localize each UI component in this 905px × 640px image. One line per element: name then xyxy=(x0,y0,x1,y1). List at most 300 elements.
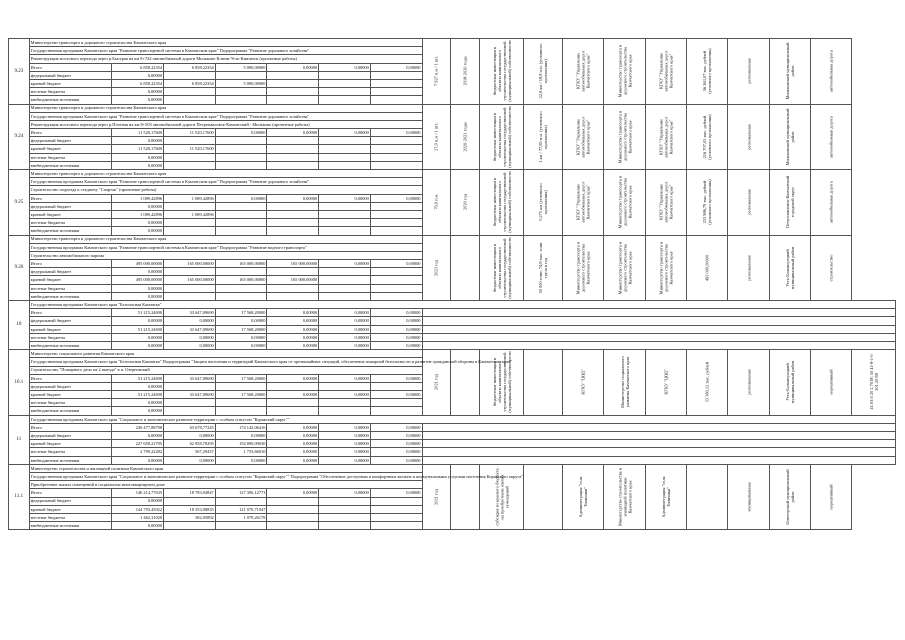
funding-source-label: внебюджетные источники xyxy=(29,227,112,235)
funding-value xyxy=(319,145,371,153)
funding-value: 1 089,42896 xyxy=(112,194,164,202)
attribute-cell xyxy=(422,39,451,105)
funding-value xyxy=(215,219,267,227)
funding-value: 11 520,17600 xyxy=(112,145,164,153)
funding-value: 0,00000 xyxy=(319,440,371,448)
funding-value: 0,00000 xyxy=(215,456,267,464)
attribute-text: КГКУ "Управление автомобильных дорог Камчатского края" xyxy=(575,50,591,92)
block-header-row xyxy=(9,170,896,178)
funding-value xyxy=(267,497,319,505)
funding-value xyxy=(319,382,371,390)
attribute-text: КГКУ "Управление автомобильных дорог Камчатского края" xyxy=(575,116,591,158)
attribute-cell xyxy=(604,350,645,416)
empty-cell xyxy=(422,440,895,448)
funding-value: 0,00000 xyxy=(319,333,371,341)
block-index: 11.1 xyxy=(9,464,30,530)
funding-value: 6 858,22354 xyxy=(112,79,164,87)
block-index: 10.1 xyxy=(9,350,30,416)
funding-value: 0,00000 xyxy=(267,325,319,333)
funding-value: 0,00000 xyxy=(112,432,164,440)
block-header: Строительство автомобильного парома xyxy=(29,251,422,259)
funding-value: 0,00000 xyxy=(215,194,267,202)
attribute-text: региональная xyxy=(746,369,752,396)
block-header-row xyxy=(9,350,896,358)
funding-value: 495 000,00000 xyxy=(112,276,164,284)
funding-value: 0,00000 xyxy=(319,194,371,202)
funding-value xyxy=(319,268,371,276)
attribute-cell xyxy=(769,235,810,301)
funding-value xyxy=(215,292,267,300)
attribute-text: Мильковский муниципальный район xyxy=(784,42,795,100)
funding-value xyxy=(370,96,422,104)
funding-value: 0,00000 xyxy=(112,268,164,276)
funding-value: 0,00000 xyxy=(112,202,164,210)
funding-value xyxy=(319,137,371,145)
funding-value xyxy=(319,71,371,79)
block-header: Министерство транспорта и дорожного строительства Камчатского края xyxy=(29,39,422,47)
funding-value xyxy=(267,71,319,79)
funding-value: 230 477,88798 xyxy=(112,423,164,431)
funding-value: 0,00000 xyxy=(267,63,319,71)
funding-value: 0,00000 xyxy=(267,456,319,464)
funding-value: 0,00000 xyxy=(112,284,164,292)
block-header: Реконструкция мостового перехода через р.Плотная на км 8+503 автомобильной дороги Петропавловск-Камчатский - Мильково (проектные работы) xyxy=(29,120,422,128)
funding-value: 17 568,20000 xyxy=(215,309,267,317)
empty-cell xyxy=(422,325,895,333)
attribute-cell xyxy=(687,235,728,301)
funding-value xyxy=(164,407,216,415)
funding-source-label: местные бюджеты xyxy=(29,88,112,96)
attribute-cell xyxy=(728,464,769,530)
funding-value: 0,00000 xyxy=(215,129,267,137)
funding-value xyxy=(370,145,422,153)
funding-value: 0,00000 xyxy=(112,456,164,464)
funding-source-label: Итого xyxy=(29,194,112,202)
attribute-cell xyxy=(645,39,686,105)
funding-value xyxy=(370,227,422,235)
funding-value xyxy=(215,227,267,235)
empty-cell xyxy=(422,333,895,341)
attribute-cell xyxy=(480,235,523,301)
attribute-cell xyxy=(523,104,562,170)
funding-source-label: федеральный бюджет xyxy=(29,432,112,440)
funding-source-label: краевой бюджет xyxy=(29,440,112,448)
block-header: Государственная программа Камчатского края "Безопасная Камчатка" Подпрограмма "Защита населения и территорий Камчатского края от чрезвычайных ситуаций, обеспечение пожарной безопасности и развитие гражданской обороны в Камчатском крае" xyxy=(30,359,512,365)
attribute-cell xyxy=(604,39,645,105)
block-header-row xyxy=(9,301,896,309)
funding-value: 0,00000 xyxy=(267,374,319,382)
funding-row xyxy=(9,317,896,325)
funding-value xyxy=(319,292,371,300)
funding-value xyxy=(319,276,371,284)
block-header: Министерство транспорта и дорожного строительства Камчатского края xyxy=(29,235,422,243)
funding-value: 0,00000 xyxy=(112,399,164,407)
funding-source-label: внебюджетные источники xyxy=(29,161,112,169)
funding-row xyxy=(9,309,896,317)
block-index: 11 xyxy=(9,415,30,464)
attribute-cell xyxy=(480,464,523,530)
funding-source-label: федеральный бюджет xyxy=(29,317,112,325)
block-header: Приобретение жилых помещений в социальном многоквартирном доме xyxy=(29,481,422,489)
block-header-row xyxy=(9,235,896,243)
funding-source-label: федеральный бюджет xyxy=(29,268,112,276)
funding-source-label: федеральный бюджет xyxy=(29,71,112,79)
funding-value: 165 000,00000 xyxy=(164,276,216,284)
funding-value xyxy=(319,497,371,505)
funding-value: 0,00000 xyxy=(370,129,422,137)
funding-value: 6 858,22354 xyxy=(164,79,216,87)
funding-source-label: внебюджетные источники xyxy=(29,522,112,530)
block-header: Строительство подъезда к стадиону "Спартак" (проектные работы) xyxy=(29,186,422,194)
attribute-text: Министерство социального развития Камчатского края xyxy=(619,356,630,409)
attribute-text: КГКУ "Управление автомобильных дорог Камчатского края" xyxy=(658,116,674,158)
block-header: Министерство транспорта и дорожного строительства Камчатского края xyxy=(29,104,422,112)
funding-value: 0,00000 xyxy=(215,317,267,325)
funding-value: 18 353,08835 xyxy=(164,505,216,513)
attribute-text: Усть-Большерецкий муниципальный район xyxy=(784,246,795,290)
block-header: Министерство социального развития Камчатского края xyxy=(29,350,422,358)
funding-value xyxy=(164,88,216,96)
funding-value: 165 000,00000 xyxy=(164,260,216,268)
block-index: 9.24 xyxy=(9,104,30,170)
funding-value xyxy=(215,522,267,530)
attribute-text: Администрация "села Тиличики" xyxy=(660,476,671,518)
attribute-cell xyxy=(480,104,523,170)
funding-value: 0,00000 xyxy=(112,153,164,161)
attribute-cell xyxy=(769,170,810,236)
attribute-cell xyxy=(769,350,810,416)
attribute-text: Министерство транспорта и дорожного строительства Камчатского края xyxy=(658,241,674,295)
funding-value: 0,00000 xyxy=(370,194,422,202)
attribute-text: 2021 год xyxy=(433,489,439,505)
funding-value xyxy=(319,407,371,415)
attribute-cell xyxy=(422,235,451,301)
funding-value xyxy=(370,276,422,284)
attribute-text: 56 263,07 тыс. рублей (условного протяжения) xyxy=(702,48,713,94)
funding-value xyxy=(267,513,319,521)
funding-value xyxy=(215,145,267,153)
block-header: Государственная программа Камчатского края "Социальное и экономическое развитие территории с особым статусом "Корякский округ"" xyxy=(29,415,895,423)
attribute-cell xyxy=(604,464,645,530)
funding-value: 1 089,42896 xyxy=(164,194,216,202)
attribute-text: Министерство транспорта и дорожного строительства Камчатского края xyxy=(617,44,633,98)
funding-value xyxy=(370,522,422,530)
attribute-cell xyxy=(728,104,769,170)
attribute-text: Усть-Большерецкий муниципальный район xyxy=(784,361,795,404)
funding-value xyxy=(370,284,422,292)
attribute-text: Министерство транспорта и дорожного строительства Камчатского края xyxy=(617,175,633,229)
funding-value: 174 143,06416 xyxy=(215,423,267,431)
funding-value xyxy=(319,96,371,104)
funding-source-label: внебюджетные источники xyxy=(29,456,112,464)
attribute-text: бюджетные инвестиции в объекты капитального строительства государственной (муниципальной) собственности xyxy=(491,106,512,168)
funding-row xyxy=(9,423,896,431)
funding-value: 0,00000 xyxy=(215,432,267,440)
funding-value xyxy=(267,161,319,169)
attribute-text: 7 927 п.м / 1 шт. xyxy=(433,56,439,87)
funding-value: 0,00000 xyxy=(370,432,422,440)
funding-value: 165 000,00000 xyxy=(215,276,267,284)
funding-value: 0,00000 xyxy=(112,497,164,505)
funding-value: 0,00000 xyxy=(112,137,164,145)
funding-value: 0,00000 xyxy=(319,325,371,333)
funding-value: 0,00000 xyxy=(112,407,164,415)
funding-value: 227 658,21795 xyxy=(112,440,164,448)
attribute-cell xyxy=(645,464,686,530)
attribute-text: автомобильная дорога xyxy=(828,50,834,93)
attribute-cell xyxy=(811,350,852,416)
attribute-cell xyxy=(480,39,523,105)
funding-value xyxy=(164,202,216,210)
attribute-cell xyxy=(811,104,852,170)
attribute-cell xyxy=(604,104,645,170)
funding-row xyxy=(9,456,896,464)
funding-value: 0,00000 xyxy=(267,194,319,202)
funding-value: 165 000,00000 xyxy=(215,260,267,268)
funding-value xyxy=(370,210,422,218)
funding-value: 0,00000 xyxy=(112,71,164,79)
funding-source-label: местные бюджеты xyxy=(29,284,112,292)
block-index: 10 xyxy=(9,301,30,350)
funding-value xyxy=(267,382,319,390)
funding-value: 1 089,42896 xyxy=(112,210,164,218)
attribute-text: КГКУ "Управление автомобильных дорог Камчатского края" xyxy=(658,50,674,92)
funding-value: 0,00000 xyxy=(112,292,164,300)
funding-row xyxy=(9,325,896,333)
funding-value: 0,00000 xyxy=(164,317,216,325)
attribute-text: 50 000 тонн; 74,8 тыс. тонн груза в год xyxy=(537,242,548,294)
funding-value xyxy=(370,505,422,513)
funding-value xyxy=(319,161,371,169)
funding-value: 0,00000 xyxy=(267,489,319,497)
funding-row xyxy=(9,333,896,341)
funding-value: 0,00000 xyxy=(112,219,164,227)
attribute-cell xyxy=(422,170,451,236)
funding-value: 0,00000 xyxy=(267,432,319,440)
funding-value xyxy=(164,96,216,104)
attribute-cell xyxy=(480,170,523,236)
attribute-text: региональная xyxy=(746,58,752,84)
attribute-cell xyxy=(728,350,769,416)
attribute-cell xyxy=(563,104,604,170)
attribute-text: КГКУ "Управление автомобильных дорог Камчатского края" xyxy=(658,181,674,223)
funding-value xyxy=(215,71,267,79)
funding-value xyxy=(267,284,319,292)
funding-value xyxy=(319,153,371,161)
funding-value: 0,00000 xyxy=(370,63,422,71)
funding-value xyxy=(319,399,371,407)
block-header: Строительство "Пожарного депо на 2 выезда" в п. Озерновский xyxy=(29,366,422,374)
funding-value: 154 890,09030 xyxy=(215,440,267,448)
attribute-text: региональная xyxy=(746,255,752,281)
funding-value xyxy=(164,292,216,300)
funding-value xyxy=(267,145,319,153)
funding-value: 1 462,31028 xyxy=(112,513,164,521)
attribute-cell xyxy=(422,350,451,416)
funding-value xyxy=(215,210,267,218)
funding-value: 0,00000 xyxy=(112,227,164,235)
empty-cell xyxy=(422,309,895,317)
funding-value: 0,00000 xyxy=(267,440,319,448)
funding-source-label: Итого xyxy=(29,129,112,137)
funding-source-label: краевой бюджет xyxy=(29,325,112,333)
attribute-cell xyxy=(563,39,604,105)
funding-value xyxy=(164,497,216,505)
attribute-cell xyxy=(687,170,728,236)
block-header-row xyxy=(9,104,896,112)
funding-value: 0,00000 xyxy=(164,432,216,440)
funding-value xyxy=(319,522,371,530)
attribute-text: 70,0 п.м xyxy=(433,194,439,210)
funding-value: 2 799,22282 xyxy=(112,448,164,456)
funding-source-label: Итого xyxy=(29,374,112,382)
funding-value xyxy=(319,88,371,96)
attribute-cell xyxy=(523,39,562,105)
attribute-cell xyxy=(523,464,562,530)
attribute-text: нормативный xyxy=(828,484,834,510)
block-index: 9.25 xyxy=(9,170,30,236)
funding-value: 0,00000 xyxy=(370,423,422,431)
funding-value: 0,00000 xyxy=(164,456,216,464)
funding-value xyxy=(215,96,267,104)
funding-value: 17 568,20000 xyxy=(215,391,267,399)
funding-row xyxy=(9,448,896,456)
funding-source-label: федеральный бюджет xyxy=(29,497,112,505)
attribute-text: КГКУ "ЦОД" xyxy=(663,369,669,395)
funding-value xyxy=(370,407,422,415)
funding-value: 0,00000 xyxy=(319,317,371,325)
attribute-text: муниципальная xyxy=(746,482,752,512)
funding-value xyxy=(267,96,319,104)
attribute-cell xyxy=(811,170,852,236)
attribute-cell xyxy=(687,104,728,170)
funding-value: 1 079,26178 xyxy=(215,513,267,521)
funding-value: 0,00000 xyxy=(267,317,319,325)
funding-value xyxy=(267,407,319,415)
funding-value: 0,00000 xyxy=(370,317,422,325)
funding-value: 11 520,17600 xyxy=(164,145,216,153)
funding-value xyxy=(370,137,422,145)
funding-value xyxy=(319,210,371,218)
funding-value: 127 396,12773 xyxy=(215,489,267,497)
funding-source-label: Итого xyxy=(29,309,112,317)
funding-value xyxy=(370,497,422,505)
funding-value: 11 520,17600 xyxy=(164,129,216,137)
funding-value xyxy=(164,522,216,530)
attribute-text: Олюторский муниципальный район xyxy=(784,469,795,525)
attribute-cell xyxy=(645,170,686,236)
funding-value: 0,00000 xyxy=(112,88,164,96)
funding-value: 0,00000 xyxy=(370,489,422,497)
funding-value xyxy=(319,219,371,227)
attribute-cell xyxy=(480,350,523,416)
attribute-cell xyxy=(811,235,852,301)
funding-value: 0,00000 xyxy=(267,309,319,317)
block-header: Реконструкция мостового перехода через р.Быстрая на км 8+742 автомобильной дороги Мильково-Ключи-Усть-Камчатск (проектные работы) xyxy=(29,55,422,63)
funding-source-label: местные бюджеты xyxy=(29,513,112,521)
attribute-text: региональная xyxy=(746,124,752,150)
funding-value xyxy=(319,505,371,513)
funding-value: 0,00000 xyxy=(370,456,422,464)
funding-value xyxy=(164,268,216,276)
funding-value xyxy=(267,219,319,227)
funding-source-label: краевой бюджет xyxy=(29,505,112,513)
funding-source-label: краевой бюджет xyxy=(29,276,112,284)
funding-value: 62 858,78295 xyxy=(164,440,216,448)
block-header-row xyxy=(9,464,896,472)
funding-value: 0,00000 xyxy=(164,341,216,349)
block-index: 9.23 xyxy=(9,39,30,105)
funding-value: 0,00000 xyxy=(215,341,267,349)
block-header-row xyxy=(9,415,896,423)
funding-value xyxy=(319,284,371,292)
attribute-text: Мильковский муниципальный район xyxy=(784,108,795,166)
funding-value xyxy=(215,497,267,505)
funding-source-label: Итого xyxy=(29,63,112,71)
attribute-cell xyxy=(687,39,728,105)
funding-value: 0,00000 xyxy=(319,260,371,268)
funding-source-label: местные бюджеты xyxy=(29,219,112,227)
attribute-cell xyxy=(811,39,852,105)
block-header: Государственная программа Камчатского края "Безопасная Камчатка" xyxy=(29,301,895,309)
funding-value: 0,00000 xyxy=(370,440,422,448)
attribute-cell xyxy=(769,39,810,105)
funding-value: 0,00000 xyxy=(319,448,371,456)
funding-source-label: краевой бюджет xyxy=(29,79,112,87)
funding-value: 0,00000 xyxy=(319,391,371,399)
funding-value: 18 783,94847 xyxy=(164,489,216,497)
funding-value: 567,29437 xyxy=(164,448,216,456)
funding-value: 0,00000 xyxy=(319,341,371,349)
funding-value: 1 089,42896 xyxy=(164,210,216,218)
attribute-text: КГКУ "Управление автомобильных дорог Камчатского края" xyxy=(575,181,591,223)
empty-cell xyxy=(422,341,895,349)
funding-value: 165 000,00000 xyxy=(267,276,319,284)
attribute-cell xyxy=(687,464,728,530)
funding-value xyxy=(267,292,319,300)
funding-value: 382,05892 xyxy=(164,513,216,521)
attribute-cell xyxy=(728,235,769,301)
funding-row xyxy=(9,432,896,440)
empty-cell xyxy=(422,456,895,464)
funding-value: 0,00000 xyxy=(112,522,164,530)
funding-value xyxy=(370,79,422,87)
funding-value xyxy=(215,382,267,390)
budget-table-sheet xyxy=(8,38,896,634)
funding-value xyxy=(319,202,371,210)
funding-value xyxy=(215,268,267,276)
funding-value xyxy=(164,399,216,407)
funding-source-label: местные бюджеты xyxy=(29,448,112,456)
funding-value xyxy=(267,79,319,87)
funding-value: 165 000,00000 xyxy=(267,260,319,268)
funding-value: 33 647,09690 xyxy=(164,309,216,317)
attribute-cell xyxy=(563,464,604,530)
attribute-text: 2023 год xyxy=(433,259,439,276)
funding-value: 0,00000 xyxy=(112,382,164,390)
block-header: Министерство строительства и жилищной политики Камчатского края xyxy=(29,464,422,472)
funding-value xyxy=(370,219,422,227)
attribute-text: 53 580,12 тыс. рублей xyxy=(704,362,710,403)
funding-row xyxy=(9,440,896,448)
attribute-text: КГКУ "ЦОД" xyxy=(580,369,586,395)
attribute-cell xyxy=(811,464,852,530)
funding-value: 5 000,00000 xyxy=(215,63,267,71)
funding-value: 0,00000 xyxy=(267,333,319,341)
funding-source-label: местные бюджеты xyxy=(29,333,112,341)
funding-source-label: краевой бюджет xyxy=(29,210,112,218)
funding-value xyxy=(370,71,422,79)
